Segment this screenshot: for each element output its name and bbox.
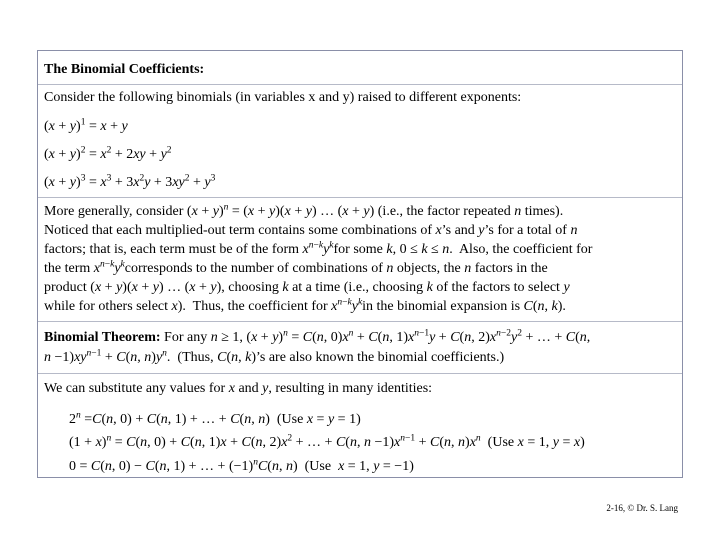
divider [38, 84, 682, 85]
general-paragraph: Noticed that each multiplied-out term contains some combinations of x’s and y’s for a total of n [44, 223, 578, 238]
identity-1: $2^n =C(n$, 0) + C(n, 1) + … + C(n, n) (Use x = y = 1) [69, 410, 361, 427]
divider [38, 197, 682, 198]
general-paragraph: while for others select x). Thus, the coefficient for $x^{n-k}y^kin$ the binomial expansion is C(n, k). [44, 297, 566, 314]
binomial-example-2: $(x + y)^2 = x^2 + 2xy + y^2$ [44, 145, 172, 162]
substitute-intro: We can substitute any values for x and y, resulting in many identities: [44, 381, 433, 396]
general-paragraph: More generally, consider $(x + y)^n = (x + y)(x + y)$ … (x + y) (i.e., the factor repeated n times). [44, 202, 564, 219]
section-title: The Binomial Coefficients: [44, 62, 205, 77]
intro-text: Consider the following binomials (in variables x and y) raised to different exponents: [44, 90, 522, 105]
identity-2: $(1 + x)^n = C(n$, 0) + C(n, 1)x + C(n, $2)x^2$ + … + C(n, $n -1)x^{n-1} + C(n$, $n)x^n$ (Use x = 1, y = x) [69, 433, 585, 450]
general-paragraph: factors; that is, each term must be of the form $x^{n-k}y^kfor$ some k, 0 ≤ k ≤ n. Also, the coefficient for [44, 240, 593, 257]
divider [38, 321, 682, 322]
theorem-label: Binomial Theorem: [44, 330, 161, 345]
divider [38, 373, 682, 374]
general-paragraph: the term $x^{n-k}y^kcorresponds$ to the number of combinations of n objects, the n factors in the [44, 259, 548, 276]
theorem-line: $n -1)xy^{n-1} + C(n$, $n)y^n$. (Thus, C(n, k)’s are also known the binomial coefficients.) [44, 348, 505, 365]
theorem-line: Binomial Theorem: For any n ≥ 1, $(x + y)^n = C(n$, $0)x^n + C(n$, $1)x^{n-1}y + C(n$, $2)x^{n-2}y^2$ + … + C(n, [44, 328, 591, 345]
general-paragraph: product (x + y)(x + y) … (x + y), choosing k at a time (i.e., choosing k of the factors to select y [44, 280, 570, 295]
binomial-example-1: $(x + y)^1 = x + y$ [44, 117, 128, 134]
footer-credit: 2-16, © Dr. S. Lang [606, 503, 678, 513]
identity-3: 0 = C(n, 0) − C(n, 1) + … + $(-1)^nC(n$, n) (Use x = 1, y = −1) [69, 457, 414, 474]
binomial-example-3: $(x + y)^3 = x^3 + 3x^2y + 3xy^2 + y^3$ [44, 173, 216, 190]
